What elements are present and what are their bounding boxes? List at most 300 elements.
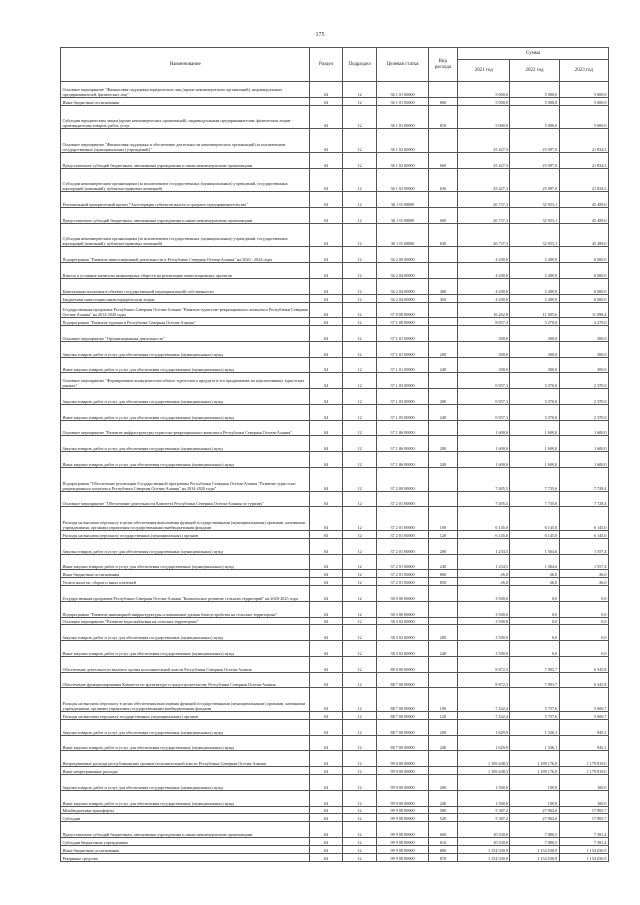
row-celevaya-statya: 88 7 00 00000: [377, 712, 428, 720]
row-sum-2021: 7 405,5: [458, 491, 510, 507]
row-name: Основное мероприятие "Развитие инфраструктуры туристско-рекреационного комплекса Республики Северная Осетия-Алания": [61, 420, 310, 436]
row-vid-rashoda: 800: [428, 845, 457, 853]
row-sum-2023: 2 370,0: [559, 404, 608, 420]
row-name: Субсидии юридическим лицам (кроме некоммерческих организаций), индивидуальным предпринимателям, физическим лицам - производителям товаров, работ, услуг: [61, 105, 310, 129]
row-name: Капитальные вложения в объекты государственной (муниципальной) собственности: [61, 278, 310, 294]
row-podrazdel: 12: [342, 814, 377, 822]
row-vid-rashoda: [428, 192, 457, 208]
row-vid-rashoda: 610: [428, 838, 457, 846]
row-celevaya-statya: 37 2 01 00000: [377, 538, 428, 554]
row-celevaya-statya: 36 2 04 00000: [377, 294, 428, 302]
row-razdel: 04: [310, 838, 342, 846]
row-sum-2023: 945,1: [559, 735, 608, 751]
row-vid-rashoda: 200: [428, 625, 457, 641]
row-name: Основное мероприятие "Финансовая поддержка и обеспечение деятельности некоммерческих организаций (за исключением государственных (муниципальных) учреждений)": [61, 129, 310, 153]
table-row: [61, 845, 609, 853]
row-razdel: 04: [310, 168, 342, 192]
row-razdel: 04: [310, 790, 342, 806]
row-sum-2021: 1 629,9: [458, 719, 510, 735]
row-vid-rashoda: 600: [428, 152, 457, 168]
row-sum-2022: 1 189 176,0: [510, 767, 559, 775]
row-razdel: 04: [310, 601, 342, 617]
row-celevaya-statya: 36 1 02 00000: [377, 152, 428, 168]
row-sum-2022: 3 370,0: [510, 389, 559, 405]
row-razdel: 04: [310, 294, 342, 302]
row-sum-2023: 45 499,0: [559, 223, 608, 247]
row-sum-2021: 300,0: [458, 341, 510, 357]
row-celevaya-statya: 37 1 03 00000: [377, 389, 428, 405]
table-row: [61, 318, 609, 326]
row-celevaya-statya: 36 2 00 00000: [377, 247, 428, 263]
row-celevaya-statya: 88 7 00 00000: [377, 735, 428, 751]
row-name: Субсидии: [61, 814, 310, 822]
row-name: Основное мероприятие "Организационная деятельность": [61, 326, 310, 342]
row-sum-2021: 8 872,3: [458, 672, 510, 688]
row-sum-2022: 5 400,0: [510, 263, 559, 279]
row-celevaya-statya: 37 2 01 00000: [377, 570, 428, 578]
row-vid-rashoda: 240: [428, 357, 457, 373]
row-sum-2023: 0,0: [559, 617, 608, 625]
row-sum-2021: 6 145,0: [458, 507, 510, 531]
row-name: Предоставление субсидий бюджетным, автономным учреждениям и иным некоммерческим организациям: [61, 152, 310, 168]
row-sum-2021: 26 737,3: [458, 192, 510, 208]
row-vid-rashoda: [428, 672, 457, 688]
row-vid-rashoda: 240: [428, 554, 457, 570]
row-razdel: 04: [310, 853, 342, 861]
row-sum-2021: 5 000,0: [458, 105, 510, 129]
row-sum-2023: 21 834,5: [559, 152, 608, 168]
row-razdel: 04: [310, 373, 342, 389]
row-vid-rashoda: [428, 491, 457, 507]
row-sum-2023: 7 581,4: [559, 838, 608, 846]
row-podrazdel: 12: [342, 97, 377, 105]
row-sum-2022: 6 145,0: [510, 507, 559, 531]
row-sum-2021: 26,0: [458, 578, 510, 586]
row-name: Межбюджетные трансферты: [61, 806, 310, 814]
row-podrazdel: 12: [342, 554, 377, 570]
row-sum-2023: 0,0: [559, 641, 608, 657]
row-name: Иные закупки товаров, работ и услуг для обеспечения государственных (муниципальных) нужд: [61, 735, 310, 751]
row-vid-rashoda: 240: [428, 790, 457, 806]
row-vid-rashoda: [428, 82, 457, 98]
row-sum-2023: 6 145,0: [559, 507, 608, 531]
row-sum-2023: 1 600,0: [559, 452, 608, 468]
row-name: Региональный приоритетный проект "Акселерация субъектов малого и среднего предпринимательства": [61, 192, 310, 208]
row-sum-2023: 1 557,4: [559, 554, 608, 570]
table-row: [61, 641, 609, 657]
row-podrazdel: 12: [342, 790, 377, 806]
row-celevaya-statya: 36 1 02 00000: [377, 168, 428, 192]
row-sum-2021: 6 957,3: [458, 389, 510, 405]
row-sum-2022: 1 154 030,9: [510, 845, 559, 853]
row-name: Закупка товаров, работ и услуг для обеспечения государственных (муниципальных) нужд: [61, 538, 310, 554]
row-name: Иные закупки товаров, работ и услуг для обеспечения государственных (муниципальных) нужд: [61, 357, 310, 373]
row-celevaya-statya: 38 3 02 00000: [377, 617, 428, 625]
row-sum-2021: 7 405,5: [458, 467, 510, 491]
row-podrazdel: 12: [342, 341, 377, 357]
row-sum-2021: 1 500,0: [458, 775, 510, 791]
table-row: [61, 767, 609, 775]
row-razdel: 04: [310, 420, 342, 436]
row-sum-2021: 25 427,3: [458, 129, 510, 153]
row-razdel: 04: [310, 672, 342, 688]
row-name: Расходы на выплаты персоналу в целях обеспечения выполнения функций государственными (муниципальными) органами, казенными учреждениями, органами управления государственными внебюджетными фондами: [61, 507, 310, 531]
row-sum-2023: 6 545,8: [559, 672, 608, 688]
table-row: [61, 822, 609, 838]
row-razdel: 04: [310, 341, 342, 357]
row-sum-2021: 1 600,0: [458, 436, 510, 452]
row-celevaya-statya: 37 1 06 00000: [377, 452, 428, 468]
row-name: Иные бюджетные ассигнования: [61, 97, 310, 105]
table-row: [61, 601, 609, 617]
row-name: Государственная программа Республики Северная Осетия-Алания "Комплексное развитие сельских территорий" на 2020-2025 годы: [61, 586, 310, 602]
table-row: [61, 672, 609, 688]
row-podrazdel: 12: [342, 806, 377, 814]
row-celevaya-statya: 99 0 00 00000: [377, 751, 428, 767]
table-row: [61, 712, 609, 720]
table-row: [61, 420, 609, 436]
row-razdel: 04: [310, 617, 342, 625]
row-sum-2022: 1 189 176,0: [510, 751, 559, 767]
row-razdel: 04: [310, 688, 342, 712]
row-sum-2023: 2 370,0: [559, 373, 608, 389]
row-sum-2021: 1 169 448,3: [458, 751, 510, 767]
row-celevaya-statya: 37 0 00 00000: [377, 302, 428, 318]
row-podrazdel: 12: [342, 152, 377, 168]
row-podrazdel: 12: [342, 491, 377, 507]
row-name: Иные бюджетные ассигнования: [61, 570, 310, 578]
row-podrazdel: 12: [342, 586, 377, 602]
row-sum-2022: 5 400,0: [510, 294, 559, 302]
row-razdel: 04: [310, 105, 342, 129]
row-celevaya-statya: 37 1 01 00000: [377, 326, 428, 342]
row-sum-2023: 2 370,0: [559, 389, 608, 405]
row-name: Закупка товаров, работ и услуг для обеспечения государственных (муниципальных) нужд: [61, 389, 310, 405]
row-celevaya-statya: 37 1 03 00000: [377, 373, 428, 389]
table-row: [61, 263, 609, 279]
row-sum-2021: 5 387,2: [458, 806, 510, 814]
row-sum-2022: 7 735,6: [510, 491, 559, 507]
row-podrazdel: 12: [342, 436, 377, 452]
row-name: Бюджетные инвестиции иным юридическим лицам: [61, 294, 310, 302]
table-row: [61, 278, 609, 294]
row-name: Взносы в уставные капиталы акционерных обществ на реализацию инвестиционных проектов: [61, 263, 310, 279]
row-razdel: 04: [310, 538, 342, 554]
row-name: Закупка товаров, работ и услуг для обеспечения государственных (муниципальных) нужд: [61, 719, 310, 735]
table-row: [61, 357, 609, 373]
header-name: Наименование: [61, 48, 310, 82]
row-razdel: 04: [310, 530, 342, 538]
row-name: Основное мероприятие "Финансовая поддержка юридических лиц (кроме некоммерческих организаций), индивидуальных предпринимателей, физических лиц": [61, 82, 310, 98]
table-row: [61, 814, 609, 822]
row-sum-2021: 4 200,0: [458, 278, 510, 294]
row-razdel: 04: [310, 404, 342, 420]
row-vid-rashoda: [428, 420, 457, 436]
row-sum-2023: 6 000,0: [559, 263, 608, 279]
row-sum-2021: 26,0: [458, 570, 510, 578]
row-sum-2021: 3 500,0: [458, 601, 510, 617]
row-celevaya-statya: 37 2 01 00000: [377, 507, 428, 531]
row-razdel: 04: [310, 814, 342, 822]
table-row: [61, 838, 609, 846]
row-vid-rashoda: 200: [428, 538, 457, 554]
row-celevaya-statya: 38 3 02 00000: [377, 625, 428, 641]
row-podrazdel: 12: [342, 82, 377, 98]
table-row: [61, 97, 609, 105]
row-sum-2022: 26,0: [510, 578, 559, 586]
row-podrazdel: 12: [342, 404, 377, 420]
row-sum-2021: 3 500,0: [458, 617, 510, 625]
row-sum-2022: 1 564,6: [510, 538, 559, 554]
row-razdel: 04: [310, 735, 342, 751]
row-name: Основное мероприятие "Обеспечение деятельности Комитета Республики Северная Осетия-Алания по туризму": [61, 491, 310, 507]
row-celevaya-statya: 37 2 01 00000: [377, 578, 428, 586]
header-podrazdel: Подраздел: [342, 48, 377, 82]
row-razdel: 04: [310, 97, 342, 105]
row-razdel: 04: [310, 436, 342, 452]
row-vid-rashoda: [428, 326, 457, 342]
row-vid-rashoda: 450: [428, 294, 457, 302]
row-sum-2021: 1 500,0: [458, 790, 510, 806]
row-sum-2021: 6 957,3: [458, 404, 510, 420]
row-sum-2022: 5 400,0: [510, 278, 559, 294]
row-sum-2022: 7 080,5: [510, 822, 559, 838]
row-sum-2023: 5 000,0: [559, 105, 608, 129]
row-sum-2021: 4 200,0: [458, 247, 510, 263]
row-celevaya-statya: 37 1 06 00000: [377, 436, 428, 452]
row-vid-rashoda: [428, 586, 457, 602]
table-row: [61, 152, 609, 168]
row-podrazdel: 12: [342, 751, 377, 767]
row-vid-rashoda: [428, 767, 457, 775]
row-name: Расходы на выплаты персоналу в целях обеспечения выполнения функций государственными (муниципальными) органами, казенными учреждениями, органами управления государственными внебюджетными фондами: [61, 688, 310, 712]
row-sum-2021: 5 387,2: [458, 814, 510, 822]
table-row: [61, 625, 609, 641]
row-sum-2022: 5 757,6: [510, 712, 559, 720]
row-sum-2021: 4 200,0: [458, 294, 510, 302]
row-sum-2021: 300,0: [458, 357, 510, 373]
row-sum-2022: 1 564,6: [510, 554, 559, 570]
row-sum-2022: 25 097,0: [510, 129, 559, 153]
row-podrazdel: 12: [342, 853, 377, 861]
row-name: Субсидии бюджетным учреждениям: [61, 838, 310, 846]
row-celevaya-statya: 99 9 00 00000: [377, 814, 428, 822]
table-row: [61, 688, 609, 712]
row-podrazdel: 12: [342, 767, 377, 775]
row-sum-2023: 300,0: [559, 341, 608, 357]
header-year-2021: 2021 год: [458, 60, 510, 82]
row-sum-2021: 8 872,3: [458, 656, 510, 672]
row-podrazdel: 12: [342, 570, 377, 578]
row-razdel: 04: [310, 507, 342, 531]
row-sum-2023: 26,0: [559, 570, 608, 578]
table-row: [61, 507, 609, 531]
row-sum-2021: 6 957,3: [458, 373, 510, 389]
row-name: Основное мероприятие "Развитие водоснабжения на сельских территориях": [61, 617, 310, 625]
row-vid-rashoda: 200: [428, 389, 457, 405]
row-razdel: 04: [310, 129, 342, 153]
row-sum-2022: 5 000,0: [510, 105, 559, 129]
row-sum-2022: 300,0: [510, 326, 559, 342]
row-razdel: 04: [310, 223, 342, 247]
row-name: Иные закупки товаров, работ и услуг для обеспечения государственных (муниципальных) нужд: [61, 404, 310, 420]
row-sum-2022: 5 000,0: [510, 97, 559, 105]
header-year-2022: 2022 год: [510, 60, 559, 82]
row-vid-rashoda: [428, 247, 457, 263]
row-razdel: 04: [310, 247, 342, 263]
row-sum-2021: 1 234,5: [458, 554, 510, 570]
row-vid-rashoda: [428, 656, 457, 672]
row-vid-rashoda: 850: [428, 578, 457, 586]
table-row: [61, 436, 609, 452]
table-row: [61, 208, 609, 224]
row-sum-2022: 32 953,1: [510, 192, 559, 208]
row-name: Закупка товаров, работ и услуг для обеспечения государственных (муниципальных) нужд: [61, 341, 310, 357]
table-row: [61, 467, 609, 491]
row-sum-2022: 300,0: [510, 357, 559, 373]
row-sum-2022: 7 080,5: [510, 838, 559, 846]
row-podrazdel: 12: [342, 389, 377, 405]
row-celevaya-statya: 37 1 05 00000: [377, 404, 428, 420]
row-celevaya-statya: 99 9 00 00000: [377, 767, 428, 775]
row-vid-rashoda: [428, 318, 457, 326]
row-sum-2022: 26,0: [510, 570, 559, 578]
header-year-2023: 2023 год: [559, 60, 608, 82]
row-sum-2023: 1 154 030,9: [559, 845, 608, 853]
row-celevaya-statya: 99 9 00 00000: [377, 838, 428, 846]
table-row: [61, 617, 609, 625]
row-sum-2022: 1 336,1: [510, 719, 559, 735]
row-name: Иные закупки товаров, работ и услуг для обеспечения государственных (муниципальных) нужд: [61, 641, 310, 657]
row-sum-2023: 6 000,0: [559, 278, 608, 294]
row-celevaya-statya: 99 9 00 00000: [377, 845, 428, 853]
row-sum-2023: 26,0: [559, 578, 608, 586]
row-sum-2022: 27 964,6: [510, 806, 559, 814]
row-podrazdel: 12: [342, 467, 377, 491]
row-podrazdel: 12: [342, 688, 377, 712]
row-sum-2022: 3 370,0: [510, 373, 559, 389]
row-podrazdel: 12: [342, 601, 377, 617]
header-celevaya-statya: Целевая статья: [377, 48, 428, 82]
row-vid-rashoda: 870: [428, 853, 457, 861]
row-sum-2021: 1 629,9: [458, 735, 510, 751]
row-vid-rashoda: 120: [428, 530, 457, 538]
row-sum-2021: 1 234,5: [458, 538, 510, 554]
row-sum-2022: 0,0: [510, 617, 559, 625]
row-podrazdel: 12: [342, 452, 377, 468]
table-row: [61, 751, 609, 767]
table-row: [61, 554, 609, 570]
row-celevaya-statya: 37 2 01 00000: [377, 491, 428, 507]
row-razdel: 04: [310, 326, 342, 342]
row-sum-2022: 25 097,0: [510, 168, 559, 192]
table-row: [61, 82, 609, 98]
row-sum-2023: 5 600,7: [559, 688, 608, 712]
table-row: [61, 806, 609, 814]
row-celevaya-statya: 38 3 00 00000: [377, 601, 428, 617]
row-celevaya-statya: 36 1 01 00000: [377, 82, 428, 98]
row-sum-2023: 6 145,0: [559, 530, 608, 538]
row-vid-rashoda: 400: [428, 278, 457, 294]
row-vid-rashoda: 800: [428, 97, 457, 105]
row-vid-rashoda: 200: [428, 719, 457, 735]
row-vid-rashoda: 100: [428, 507, 457, 531]
row-celevaya-statya: 36 1 01 00000: [377, 97, 428, 105]
row-sum-2023: 6 000,0: [559, 247, 608, 263]
row-sum-2023: 4 270,0: [559, 318, 608, 326]
row-name: Обеспечение функционирования Комитета по архитектуре и градостроительству Республики Северная Осетия-Алания: [61, 672, 310, 688]
row-vid-rashoda: [428, 302, 457, 318]
row-vid-rashoda: 200: [428, 775, 457, 791]
row-celevaya-statya: 37 2 01 00000: [377, 554, 428, 570]
table-row: [61, 775, 609, 791]
page-number: 175: [315, 32, 325, 38]
table-row: [61, 656, 609, 672]
row-name: Уплата налогов, сборов и иных платежей: [61, 578, 310, 586]
row-name: Иные закупки товаров, работ и услуг для обеспечения государственных (муниципальных) нужд: [61, 790, 310, 806]
row-vid-rashoda: 630: [428, 223, 457, 247]
row-podrazdel: 12: [342, 507, 377, 531]
row-celevaya-statya: 88 7 00 00000: [377, 672, 428, 688]
table-row: [61, 247, 609, 263]
row-sum-2021: 26 737,3: [458, 208, 510, 224]
row-name: Основное мероприятие "Формирование конкурентоспособного туристского продукта и его продвижение на перспективных туристских рынках": [61, 373, 310, 389]
row-celevaya-statya: 38 3 02 00000: [377, 641, 428, 657]
row-vid-rashoda: 240: [428, 641, 457, 657]
row-sum-2023: 0,0: [559, 601, 608, 617]
row-sum-2021: 26 737,3: [458, 223, 510, 247]
table-row: [61, 538, 609, 554]
row-podrazdel: 12: [342, 302, 377, 318]
row-celevaya-statya: 36 1 I5 00000: [377, 192, 428, 208]
row-podrazdel: 12: [342, 617, 377, 625]
row-podrazdel: 12: [342, 672, 377, 688]
row-sum-2021: 3 500,0: [458, 586, 510, 602]
row-vid-rashoda: 120: [428, 712, 457, 720]
row-razdel: 04: [310, 467, 342, 491]
row-celevaya-statya: 38 0 00 00000: [377, 586, 428, 602]
row-celevaya-statya: 99 9 00 00000: [377, 853, 428, 861]
row-sum-2022: 0,0: [510, 601, 559, 617]
row-sum-2023: 5 000,0: [559, 97, 608, 105]
row-podrazdel: 12: [342, 129, 377, 153]
row-sum-2023: 17 905,7: [559, 814, 608, 822]
row-name: Резервные средства: [61, 853, 310, 861]
row-vid-rashoda: 240: [428, 735, 457, 751]
row-razdel: 04: [310, 625, 342, 641]
row-sum-2023: 1 154 030,9: [559, 853, 608, 861]
row-razdel: 04: [310, 845, 342, 853]
row-sum-2022: 7 735,6: [510, 467, 559, 491]
table-row: [61, 105, 609, 129]
row-sum-2021: 1 600,0: [458, 452, 510, 468]
row-razdel: 04: [310, 208, 342, 224]
row-podrazdel: 12: [342, 223, 377, 247]
row-sum-2021: 300,0: [458, 326, 510, 342]
row-sum-2022: 1 600,0: [510, 420, 559, 436]
row-sum-2023: 11 098,4: [559, 302, 608, 318]
row-vid-rashoda: [428, 601, 457, 617]
row-name: Предоставление субсидий бюджетным, автономным учреждениям и иным некоммерческим организациям: [61, 822, 310, 838]
row-name: Иные закупки товаров, работ и услуг для обеспечения государственных (муниципальных) нужд: [61, 554, 310, 570]
table-row: [61, 302, 609, 318]
row-vid-rashoda: 800: [428, 570, 457, 578]
row-sum-2023: 7 581,4: [559, 822, 608, 838]
row-razdel: 04: [310, 578, 342, 586]
row-name: Расходы на выплаты персоналу государственных (муниципальных) органов: [61, 530, 310, 538]
row-podrazdel: 12: [342, 326, 377, 342]
row-vid-rashoda: 200: [428, 436, 457, 452]
